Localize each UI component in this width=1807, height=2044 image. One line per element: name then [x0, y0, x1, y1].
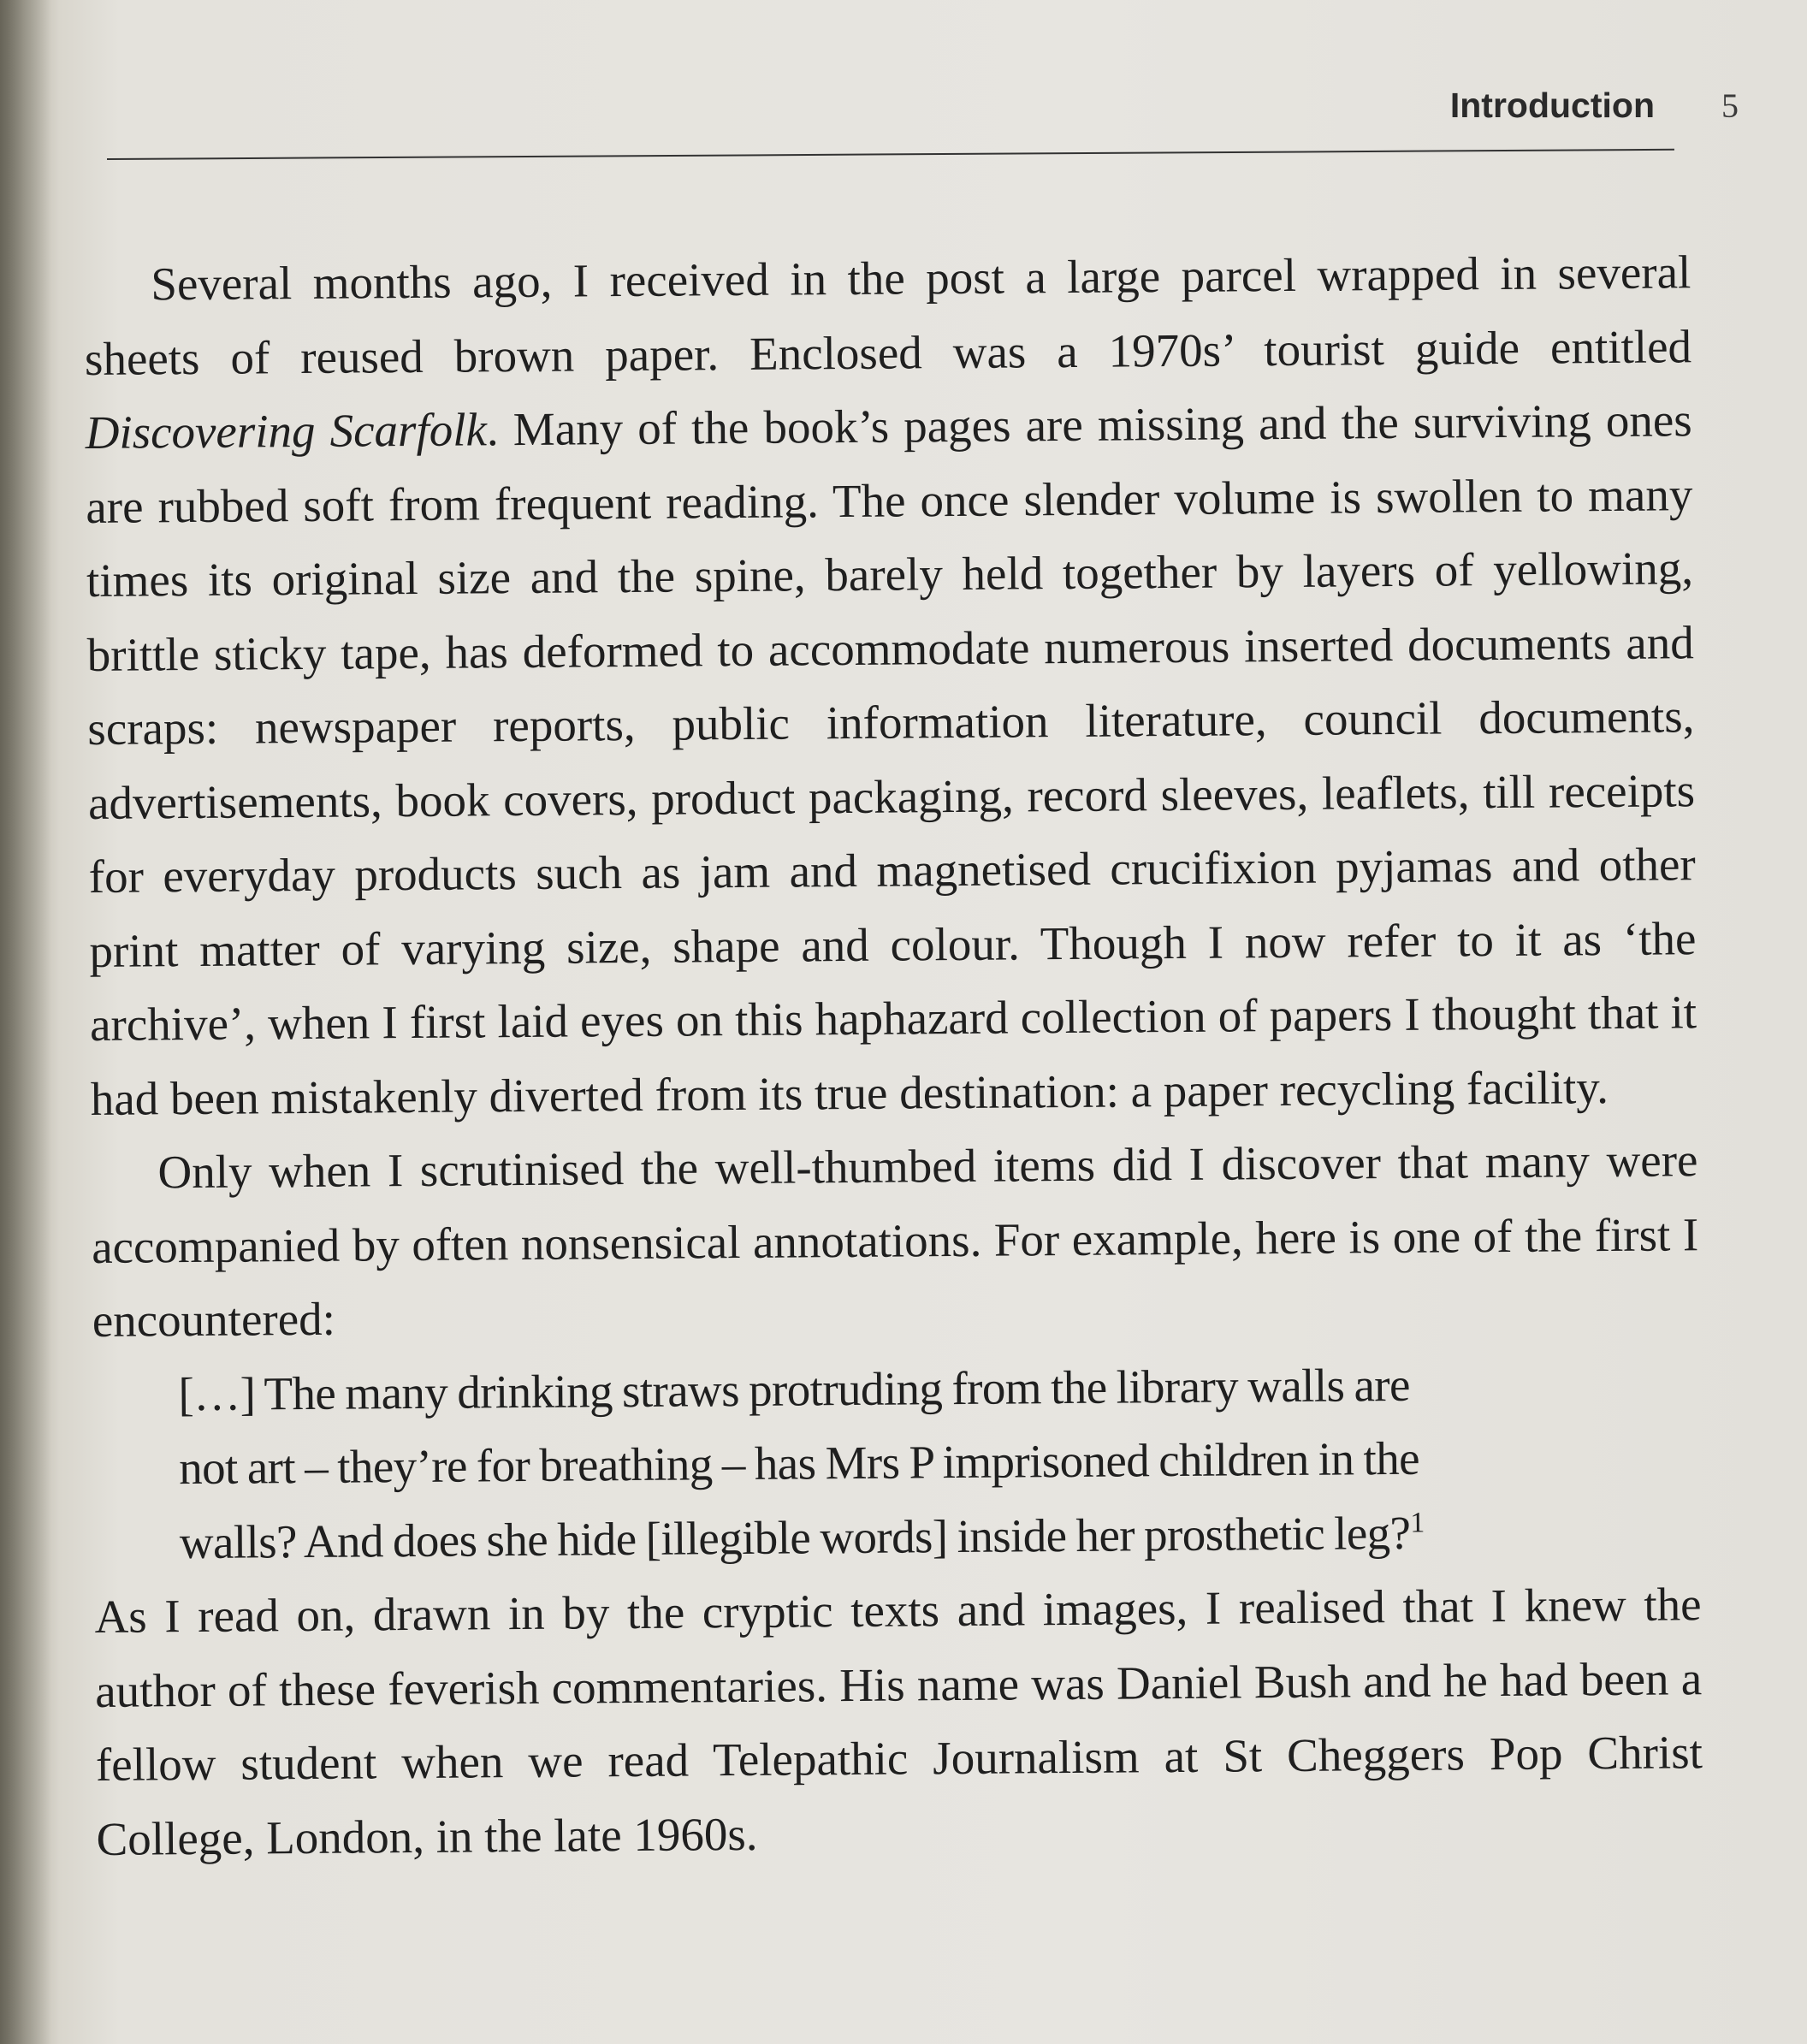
- paragraph-1-text-start: Several months ago, I received in the post a large parcel wrapped in several sheets of reused brown paper. Enclosed was a 1970s’ tourist guide entitled: [84, 246, 1692, 385]
- book-title: Discovering Scarfolk: [85, 403, 488, 459]
- block-quote: [178, 1346, 1651, 1579]
- header-rule: [107, 149, 1674, 160]
- body-text: [84, 235, 1703, 1876]
- paragraph-1-text-end: . Many of the book’s pages are missing and the surviving ones are rubbed soft from frequent reading. The once slender volume is swollen to many times its original size and the spine, barely held together by layers of yellowing, brittle sticky tape, has deformed to accommodate numerous inserted documents and scraps: newspaper reports, public information literature, council documents, advertisements, book covers, product packaging, record sleeves, leaflets, till receipts for everyday products such as jam and magnetised crucifixion pyjamas and other print matter of varying size, shape and colour. Though I now refer to it as ‘the archive’, when I first laid eyes on this haphazard collection of papers I thought that it had been mistakenly diverted from its true destination: a paper recycling facility.: [86, 394, 1697, 1125]
- paragraph-3: As I read on, drawn in by the cryptic texts and images, I realised that I knew the author of these feverish commentaries. His name was Daniel Bush and he had been a fellow student when we read Telepathic Journalism at St Cheggers Pop Christ College, London, in the late 1960s.: [94, 1578, 1703, 1865]
- quote-line-2: not art – they’re for breathing – has Mrs P imprisoned children in the: [178, 1431, 1420, 1495]
- running-head: [1450, 86, 1739, 126]
- paragraph-2: Only when I scrutinised the well-thumbed items did I discover that many were accompanied by often nonsensical annotations. For example, here is one of the first I encountered:: [91, 1134, 1699, 1347]
- quote-line-3: [180, 1494, 1652, 1579]
- quote-line-3-text: walls? And does she hide [illegible words] inside her prosthetic leg?: [179, 1506, 1411, 1568]
- spine-shadow: [0, 0, 51, 2044]
- quote-line-1: […] The many drinking straws protruding from the library walls are: [178, 1358, 1411, 1420]
- paragraph-1: [84, 235, 1697, 1136]
- footnote-marker: 1: [1410, 1506, 1425, 1539]
- page-number: 5: [1721, 86, 1739, 125]
- section-title: Introduction: [1449, 86, 1655, 125]
